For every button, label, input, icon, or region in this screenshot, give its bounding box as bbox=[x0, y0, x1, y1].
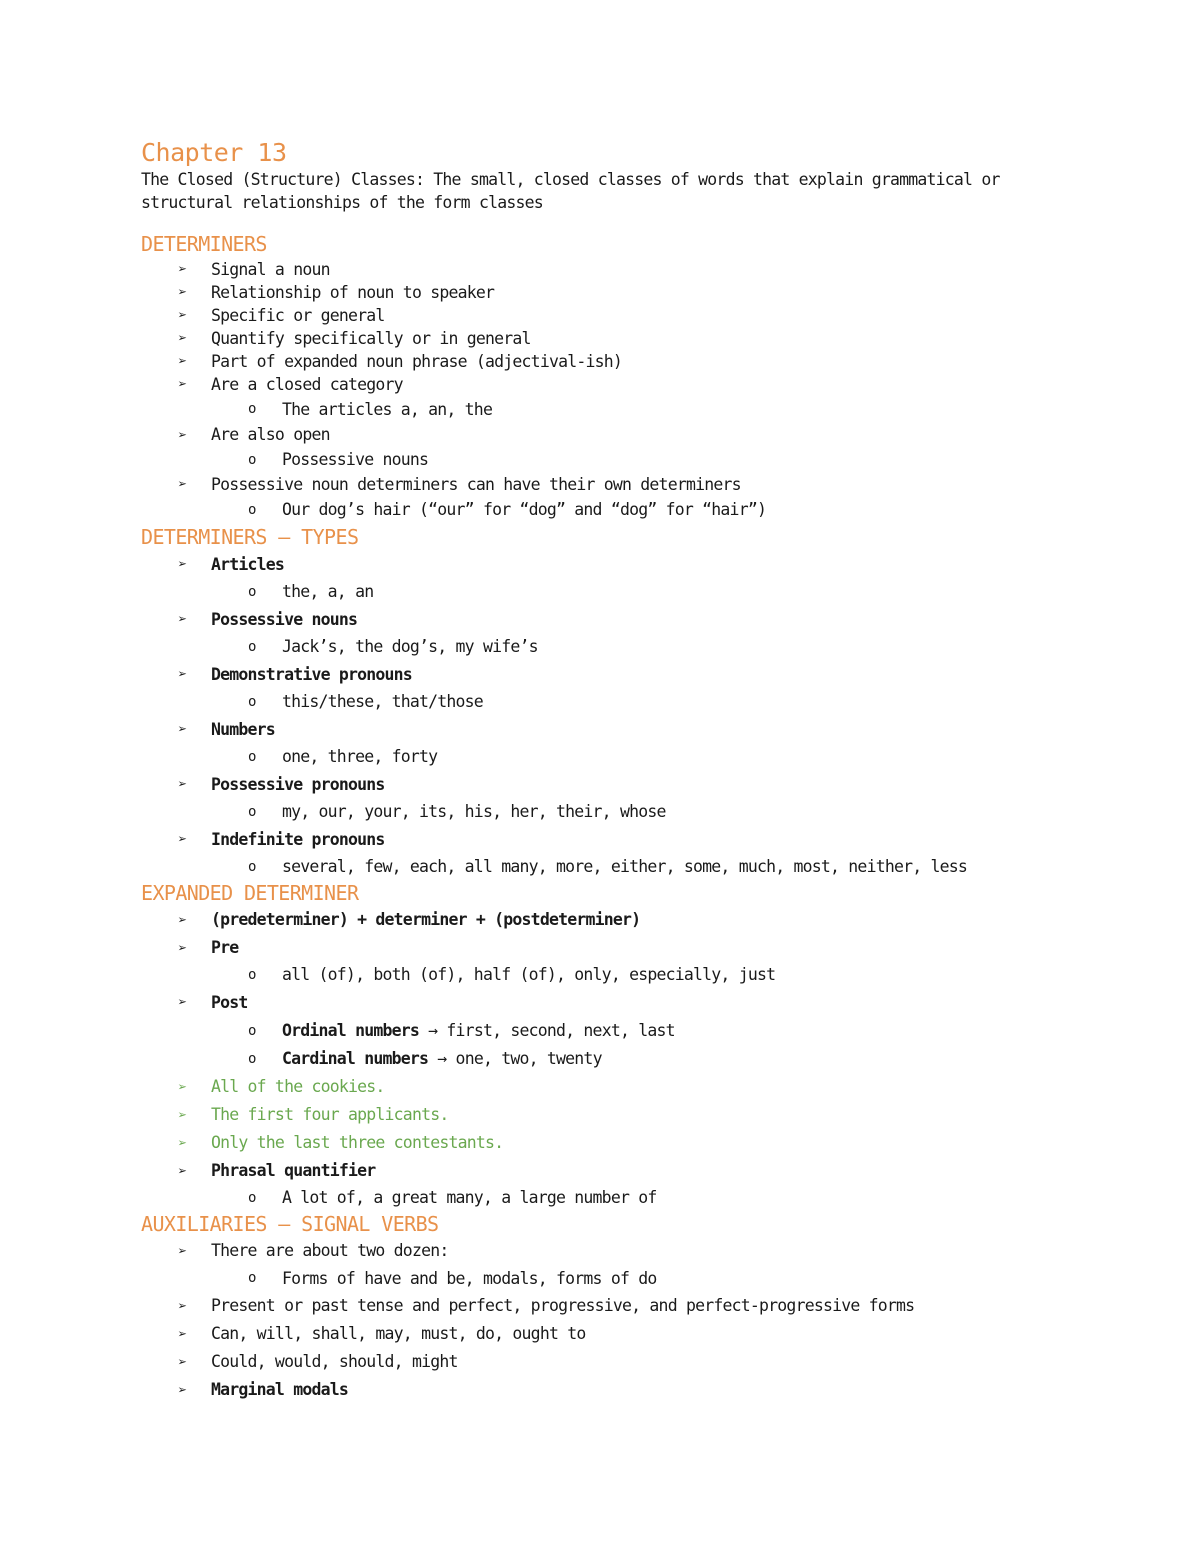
arrow-bullet-icon: ➢ bbox=[178, 375, 187, 393]
circle-bullet-icon: o bbox=[248, 1051, 256, 1067]
arrow-bullet-icon: ➢ bbox=[178, 1162, 187, 1180]
circle-bullet-icon: o bbox=[248, 859, 256, 875]
list-item: ➢ Signal a noun bbox=[178, 260, 330, 279]
circle-bullet-icon: o bbox=[248, 452, 256, 468]
arrow-bullet-icon: ➢ bbox=[178, 352, 187, 370]
sub-list-item: o Our dog’s hair (“our” for “dog” and “dog” for “hair”) bbox=[141, 496, 1041, 524]
sub-list-item: o this/these, that/those bbox=[141, 689, 1041, 715]
arrow-bullet-icon: ➢ bbox=[178, 1134, 187, 1152]
list-item: ➢ Demonstrative pronouns bbox=[141, 660, 1041, 689]
list-item: ➢ (predeterminer) + determiner + (postdeterminer) bbox=[141, 906, 1041, 934]
list-item: ➢ Present or past tense and perfect, progressive, and perfect-progressive forms bbox=[141, 1292, 1041, 1320]
arrow-bullet-icon: ➢ bbox=[178, 306, 187, 324]
circle-bullet-icon: o bbox=[248, 502, 256, 518]
sub-list-item: o Cardinal numbers → one, two, twenty bbox=[141, 1045, 1041, 1073]
list-item: ➢ Are also open bbox=[141, 423, 1041, 447]
list-item: ➢ Phrasal quantifier bbox=[141, 1157, 1041, 1185]
sub-list-item: o The articles a, an, the bbox=[141, 396, 1041, 423]
arrow-bullet-icon: ➢ bbox=[178, 939, 187, 957]
arrow-bullet-icon: ➢ bbox=[178, 1325, 187, 1343]
arrow-bullet-icon: ➢ bbox=[178, 283, 187, 301]
sub-list-item: o my, our, your, its, his, her, their, whose bbox=[141, 799, 1041, 825]
arrow-bullet-icon: ➢ bbox=[178, 426, 187, 444]
list-item: ➢ Pre bbox=[141, 934, 1041, 962]
arrow-bullet-icon: ➢ bbox=[178, 993, 187, 1011]
circle-bullet-icon: o bbox=[248, 1190, 256, 1206]
list-item: ➢ Possessive pronouns bbox=[141, 770, 1041, 799]
list-item: ➢ Possessive nouns bbox=[141, 605, 1041, 634]
sub-list-item: o A lot of, a great many, a large number of bbox=[141, 1185, 1041, 1211]
circle-bullet-icon: o bbox=[248, 967, 256, 983]
list-item: ➢ Are a closed category bbox=[178, 375, 403, 394]
circle-bullet-icon: o bbox=[248, 1270, 256, 1286]
section-heading-types: DETERMINERS – TYPES bbox=[141, 525, 359, 549]
chapter-title: Chapter 13 bbox=[141, 138, 287, 167]
arrow-bullet-icon: ➢ bbox=[178, 1078, 187, 1096]
arrow-bullet-icon: ➢ bbox=[178, 555, 187, 573]
arrow-bullet-icon: ➢ bbox=[178, 911, 187, 929]
section-heading-auxiliaries: AUXILIARIES – SIGNAL VERBS bbox=[141, 1212, 439, 1236]
sub-list-item: o one, three, forty bbox=[141, 744, 1041, 770]
arrow-bullet-icon: ➢ bbox=[178, 1242, 187, 1260]
list-item: ➢ Marginal modals bbox=[141, 1376, 1041, 1404]
list-item: ➢ Can, will, shall, may, must, do, ought to bbox=[141, 1320, 1041, 1348]
sub-list-item: o the, a, an bbox=[141, 579, 1041, 605]
sub-list-item: o Forms of have and be, modals, forms of do bbox=[141, 1265, 1041, 1292]
arrow-bullet-icon: ➢ bbox=[178, 475, 187, 493]
sub-list-item: o Ordinal numbers → first, second, next, last bbox=[141, 1017, 1041, 1045]
arrow-bullet-icon: ➢ bbox=[178, 610, 187, 628]
circle-bullet-icon: o bbox=[248, 401, 256, 417]
arrow-bullet-icon: ➢ bbox=[178, 775, 187, 793]
document-page bbox=[141, 138, 1041, 1404]
circle-bullet-icon: o bbox=[248, 804, 256, 820]
sub-list-item: o all (of), both (of), half (of), only, especially, just bbox=[141, 962, 1041, 988]
list-item: ➢ Relationship of noun to speaker bbox=[178, 283, 495, 302]
list-item: ➢ Post bbox=[141, 988, 1041, 1017]
arrow-bullet-icon: ➢ bbox=[178, 260, 187, 278]
arrow-bullet-icon: ➢ bbox=[178, 1297, 187, 1315]
section-heading-determiners: DETERMINERS bbox=[141, 232, 267, 256]
circle-bullet-icon: o bbox=[248, 694, 256, 710]
list-item: ➢ Specific or general bbox=[178, 306, 385, 325]
list-item: ➢ There are about two dozen: bbox=[141, 1237, 1041, 1265]
sub-list-item: o Possessive nouns bbox=[141, 447, 1041, 473]
arrow-bullet-icon: ➢ bbox=[178, 329, 187, 347]
circle-bullet-icon: o bbox=[248, 639, 256, 655]
sub-list-item: o Jack’s, the dog’s, my wife’s bbox=[141, 634, 1041, 660]
example-item: ➢ All of the cookies. bbox=[141, 1073, 1041, 1101]
arrow-bullet-icon: ➢ bbox=[178, 830, 187, 848]
sub-list-item: o several, few, each, all many, more, either, some, much, most, neither, less bbox=[141, 854, 1041, 880]
list-item: ➢ Numbers bbox=[141, 715, 1041, 744]
section-heading-expanded: EXPANDED DETERMINER bbox=[141, 881, 359, 905]
arrow-bullet-icon: ➢ bbox=[178, 1353, 187, 1371]
arrow-bullet-icon: ➢ bbox=[178, 720, 187, 738]
list-item: ➢ Possessive noun determiners can have their own determiners bbox=[178, 475, 741, 494]
list-item: ➢ Indefinite pronouns bbox=[141, 825, 1041, 854]
list-item: ➢ Part of expanded noun phrase (adjectival-ish) bbox=[178, 352, 623, 371]
list-item: ➢ Quantify specifically or in general bbox=[178, 329, 531, 348]
example-item: ➢ The first four applicants. bbox=[141, 1101, 1041, 1129]
arrow-bullet-icon: ➢ bbox=[178, 665, 187, 683]
circle-bullet-icon: o bbox=[248, 749, 256, 765]
example-item: ➢ Only the last three contestants. bbox=[141, 1129, 1041, 1157]
arrow-bullet-icon: ➢ bbox=[178, 1106, 187, 1124]
list-item: ➢ Articles bbox=[141, 550, 1041, 579]
circle-bullet-icon: o bbox=[248, 584, 256, 600]
list-item: ➢ Could, would, should, might bbox=[141, 1348, 1041, 1376]
arrow-bullet-icon: ➢ bbox=[178, 1381, 187, 1399]
circle-bullet-icon: o bbox=[248, 1023, 256, 1039]
chapter-subtitle: The Closed (Structure) Classes: The small, closed classes of words that explain grammatical or structural relationships of the form classes bbox=[141, 170, 1000, 212]
